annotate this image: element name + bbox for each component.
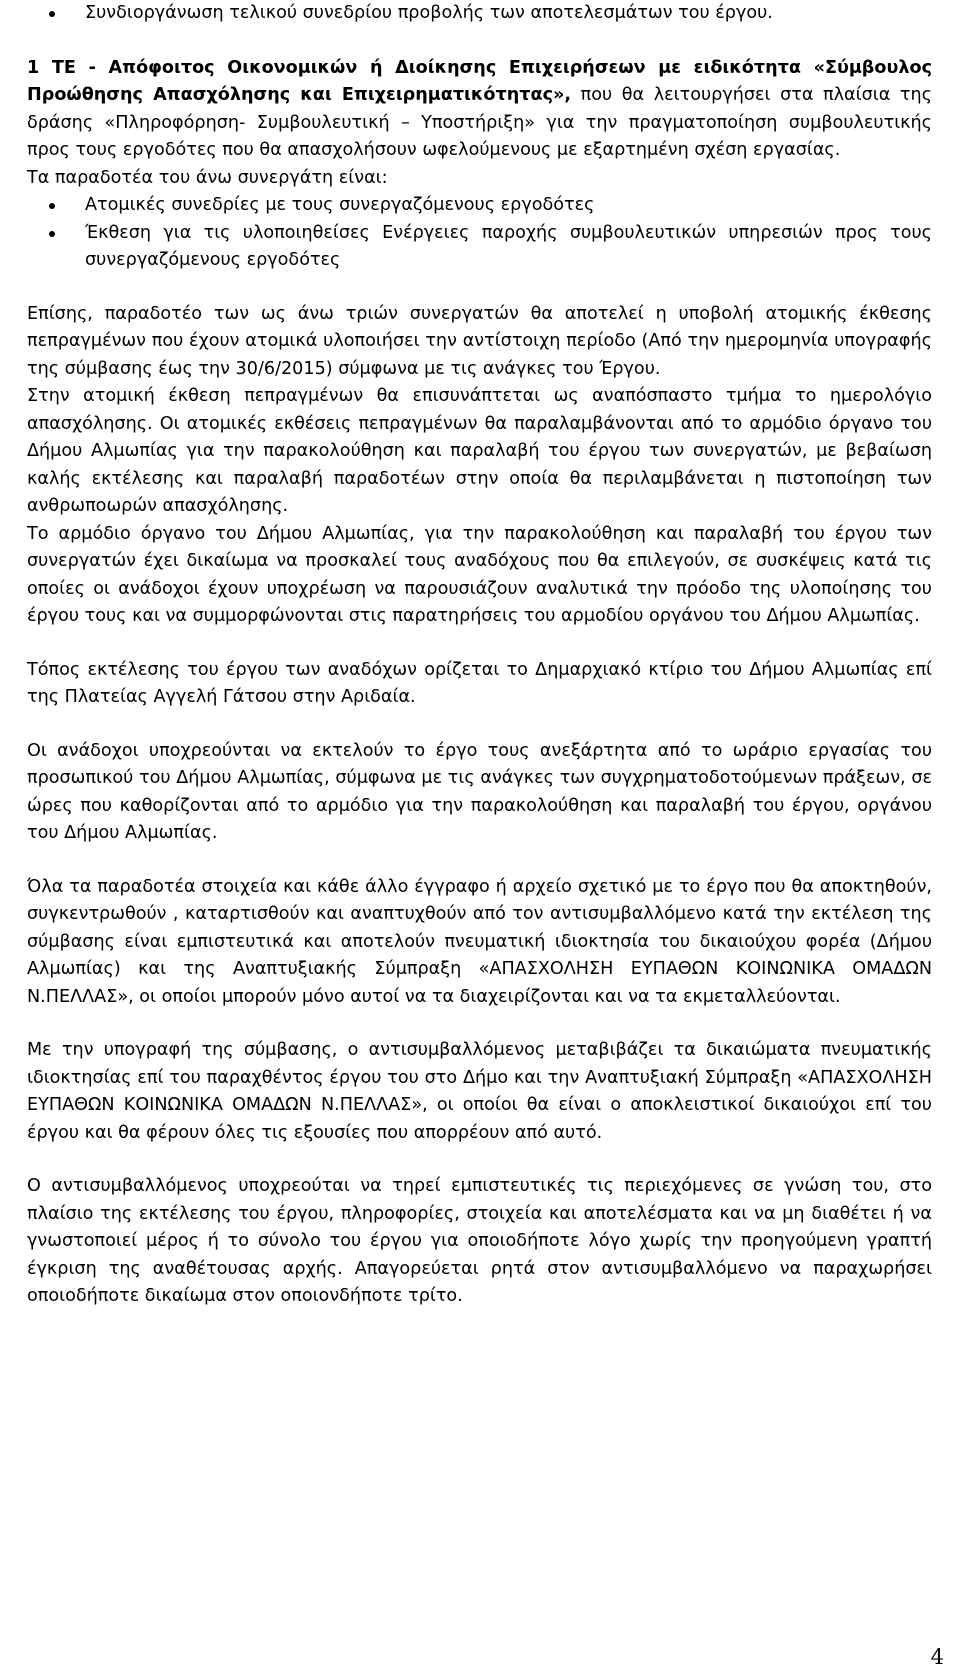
bullet-text: Συνδιοργάνωση τελικού συνεδρίου προβολής των αποτελεσμάτων του έργου. <box>85 3 773 23</box>
section-paragraph <box>27 55 932 165</box>
deliverable-item <box>27 192 932 220</box>
deliverables-list <box>27 192 932 275</box>
bullet-item <box>27 0 932 28</box>
paragraph-7: Με την υπογραφή της σύμβασης, ο αντισυμβαλλόμενος μεταβιβάζει τα δικαιώματα πνευματικής ιδιοκτησίας επί του παραχθέντος έργου του στο Δήμο και την Αναπτυξιακή Σύμπραξη «ΑΠΑΣΧΟΛΗΣΗ ΕΥΠΑΘΩΝ ΚΟΙΝΩΝΙΚΑ ΟΜΑΔΩΝ Ν.ΠΕΛΛΑΣ», οι οποίοι θα είναι ο αποκλειστικοί δικαιούχοι επί του έργου και θα φέρουν όλες τις εξουσίες που απορρέουν από αυτό. <box>27 1040 932 1143</box>
spacer <box>27 1011 932 1037</box>
spacer <box>27 848 932 874</box>
bullet-dot-icon <box>49 203 55 209</box>
spacer <box>27 275 932 301</box>
section-text: που θα λειτουργήσει στα πλαίσια της δράσης «Πληροφόρηση- Συμβουλευτική – Υποστήριξη» για την πραγματοποίηση συμβουλευτικής προς τους εργοδότες που θα απασχολήσουν ωφελούμενους με εξαρτημένη σχέση εργασίας. <box>27 85 932 160</box>
spacer <box>27 1147 932 1173</box>
paragraph-2: Στην ατομική έκθεση πεπραγμένων θα επισυνάπτεται ως αναπόσπαστο τμήμα το ημερολόγιο απασχόλησης. Οι ατομικές εκθέσεις πεπραγμένων θα παραλαμβάνονται από το αρμόδιο όργανο του Δήμου Αλμωπίας για την παρακολούθηση και παραλαβή του έργου των συνεργατών, με βεβαίωση καλής εκτέλεσης και παραλαβή παραδοτέων στην οποία θα περιλαμβάνεται η πιστοποίηση των ανθρωποωρών απασχόλησης. <box>27 386 932 516</box>
paragraph-5: Οι ανάδοχοι υποχρεούνται να εκτελούν το έργο τους ανεξάρτητα από το ωράριο εργασίας του προσωπικού του Δήμου Αλμωπίας, σύμφωνα με τις ανάγκες των συγχρηματοδοτούμενων πράξεων, σε ώρες που καθορίζονται από το αρμόδιο για την παρακολούθηση και παραλαβή του έργου, οργάνου του Δήμου Αλμωπίας. <box>27 740 932 843</box>
spacer <box>27 28 932 55</box>
spacer <box>27 712 932 738</box>
paragraph-8: Ο αντισυμβαλλόμενος υποχρεούται να τηρεί εμπιστευτικές τις περιεχόμενες σε γνώση του, στο πλαίσιο της εκτέλεσης του έργου, πληροφορίες, στοιχεία και αποτελέσματα και να μη διαθέτει ή να γνωστοποιεί μέρος ή το σύνολο του έργου για οποιοδήποτε λόγο χωρίς την προηγούμενη γραπτή έγκριση της αναθέτουσας αρχής. Απαγορεύεται ρητά στον αντισυμβαλλόμενο να παραχωρήσει οποιοδήποτε δικαίωμα στον οποιονδήποτε τρίτο. <box>27 1176 932 1306</box>
bullet-dot-icon <box>49 231 55 237</box>
bullet-dot-icon <box>49 11 55 17</box>
page-number: 4 <box>930 1645 944 1669</box>
section-title: 1 ΤΕ - Απόφοιτος Οικονομικών ή Διοίκησης Επιχειρήσεων με ειδικότητα «Σύμβουλος Προώθησης Απασχόλησης και Επιχειρηματικότητας», <box>27 57 932 105</box>
paragraph-4: Τόπος εκτέλεσης του έργου των αναδόχων ορίζεται το Δημαρχιακό κτίριο του Δήμου Αλμωπίας επί της Πλατείας Αγγελή Γάτσου στην Αριδαία. <box>27 659 932 707</box>
deliverables-intro: Τα παραδοτέα του άνω συνεργάτη είναι: <box>27 167 388 188</box>
paragraph-1: Επίσης, παραδοτέο των ως άνω τριών συνεργατών θα αποτελεί η υποβολή ατομικής έκθεσης πεπραγμένων που έχουν ατομικά υλοποιήσει την αντίστοιχη περίοδο (Από την ημερομηνία υπογραφής της σύμβασης έως την 30/6/2015) σύμφωνα με τις ανάγκες του Έργου. <box>27 303 932 379</box>
top-bullet-list <box>27 0 932 28</box>
deliverable-text: Ατομικές συνεδρίες με τους συνεργαζόμενους εργοδότες <box>85 195 595 215</box>
paragraph-3: Το αρμόδιο όργανο του Δήμου Αλμωπίας, για την παρακολούθηση και παραλαβή του έργου των συνεργατών έχει δικαίωμα να προσκαλεί τους αναδόχους που θα επιλεγούν, σε συσκέψεις κατά τις οποίες οι ανάδοχοι έχουν υποχρέωση να παρουσιάζουν αναλυτικά την πρόοδο της υλοποίησης του έργου τους και να συμμορφώνονται στις παρατηρήσεις του αρμοδίου οργάνου του Δήμου Αλμωπίας. <box>27 523 932 626</box>
paragraph-6: Όλα τα παραδοτέα στοιχεία και κάθε άλλο έγγραφο ή αρχείο σχετικό με το έργο που θα αποκτηθούν, συγκεντρωθούν , καταρτισθούν και αναπτυχθούν από τον αντισυμβαλλόμενο κατά την εκτέλεση της σύμβασης είναι εμπιστευτικά και αποτελούν πνευματική ιδιοκτησία του δικαιούχου φορέα (Δήμου Αλμωπίας) και της Αναπτυξιακής Σύμπραξη «ΑΠΑΣΧΟΛΗΣΗ ΕΥΠΑΘΩΝ ΚΟΙΝΩΝΙΚΑ ΟΜΑΔΩΝ Ν.ΠΕΛΛΑΣ», οι οποίοι μπορούν μόνο αυτοί να τα διαχειρίζονται και να τα εκμεταλλεύονται. <box>27 876 932 1007</box>
document-body <box>27 0 932 1311</box>
deliverable-item <box>27 220 932 275</box>
deliverable-text: Έκθεση για τις υλοποιηθείσες Ενέργειες παροχής συμβουλευτικών υπηρεσιών προς τους συνεργαζόμενους εργοδότες <box>85 222 932 270</box>
spacer <box>27 631 932 657</box>
